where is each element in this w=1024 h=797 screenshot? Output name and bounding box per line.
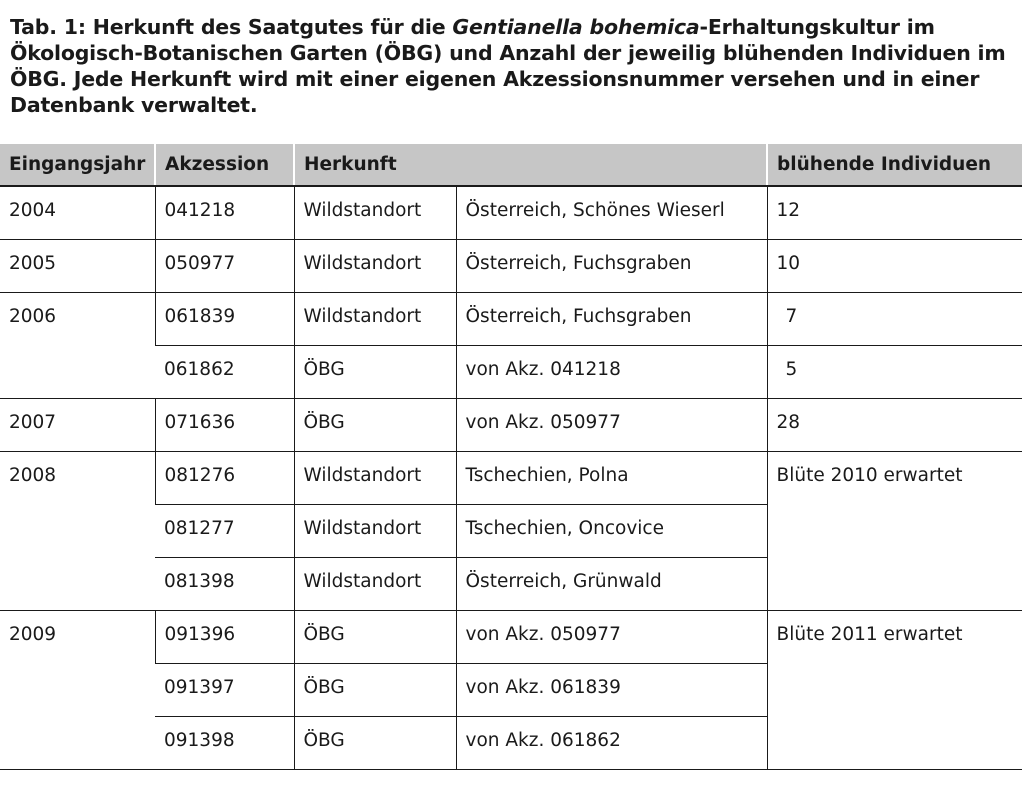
cell-type: ÖBG — [294, 345, 456, 398]
cell-type: Wildstandort — [294, 186, 456, 239]
table-row — [0, 239, 1022, 292]
cell-year: 2008 — [0, 451, 155, 610]
cell-year: 2007 — [0, 398, 155, 451]
header-year: Eingangsjahr — [0, 144, 155, 186]
cell-flowering: 28 — [767, 398, 1022, 451]
cell-year: 2009 — [0, 610, 155, 769]
cell-accession: 071636 — [155, 398, 294, 451]
table-row — [0, 610, 1022, 663]
cell-origin: Österreich, Fuchsgraben — [456, 239, 767, 292]
cell-origin: Tschechien, Oncovice — [456, 504, 767, 557]
cell-type: ÖBG — [294, 610, 456, 663]
cell-flowering: 5 — [767, 345, 1022, 398]
caption-text-end: -Erhaltungskultur im Ökologisch-Botanischen Garten (ÖBG) und Anzahl der jeweilig blühenden Individuen im ÖBG. Jede Herkunft wird mit einer eigenen Akzessionsnummer versehen und in einer Datenbank verwaltet. — [10, 15, 1006, 117]
cell-accession: 081276 — [155, 451, 294, 504]
cell-accession: 061839 — [155, 292, 294, 345]
table-row — [0, 398, 1022, 451]
cell-accession: 041218 — [155, 186, 294, 239]
cell-flowering: 10 — [767, 239, 1022, 292]
cell-origin: Österreich, Fuchsgraben — [456, 292, 767, 345]
accession-table — [0, 144, 1022, 770]
cell-accession: 081277 — [155, 504, 294, 557]
cell-type: Wildstandort — [294, 239, 456, 292]
cell-type: Wildstandort — [294, 557, 456, 610]
cell-origin: von Akz. 050977 — [456, 610, 767, 663]
table-row — [0, 186, 1022, 239]
cell-origin: Tschechien, Polna — [456, 451, 767, 504]
cell-accession: 050977 — [155, 239, 294, 292]
header-origin: Herkunft — [294, 144, 767, 186]
cell-accession: 091397 — [155, 663, 294, 716]
cell-flowering: Blüte 2011 erwartet — [767, 610, 1022, 769]
cell-type: Wildstandort — [294, 292, 456, 345]
caption-text-start: Tab. 1: Herkunft des Saatgutes für die — [10, 15, 453, 39]
header-flowering: blühende Individuen — [767, 144, 1022, 186]
cell-origin: von Akz. 061839 — [456, 663, 767, 716]
table-row — [0, 292, 1022, 345]
cell-type: ÖBG — [294, 398, 456, 451]
cell-flowering: Blüte 2010 erwartet — [767, 451, 1022, 610]
caption-species-name: Gentianella bohemica — [452, 15, 700, 39]
cell-type: Wildstandort — [294, 451, 456, 504]
cell-accession: 081398 — [155, 557, 294, 610]
table-caption — [10, 14, 1020, 118]
cell-type: ÖBG — [294, 716, 456, 769]
cell-year: 2004 — [0, 186, 155, 239]
cell-accession: 091398 — [155, 716, 294, 769]
cell-type: ÖBG — [294, 663, 456, 716]
cell-type: Wildstandort — [294, 504, 456, 557]
cell-accession: 061862 — [155, 345, 294, 398]
table-row — [0, 451, 1022, 504]
table-header-row — [0, 144, 1022, 186]
cell-origin: von Akz. 061862 — [456, 716, 767, 769]
cell-origin: von Akz. 050977 — [456, 398, 767, 451]
cell-origin: von Akz. 041218 — [456, 345, 767, 398]
cell-year: 2006 — [0, 292, 155, 398]
cell-flowering: 7 — [767, 292, 1022, 345]
cell-accession: 091396 — [155, 610, 294, 663]
cell-flowering: 12 — [767, 186, 1022, 239]
header-accession: Akzession — [155, 144, 294, 186]
cell-year: 2005 — [0, 239, 155, 292]
cell-origin: Österreich, Grünwald — [456, 557, 767, 610]
cell-origin: Österreich, Schönes Wieserl — [456, 186, 767, 239]
